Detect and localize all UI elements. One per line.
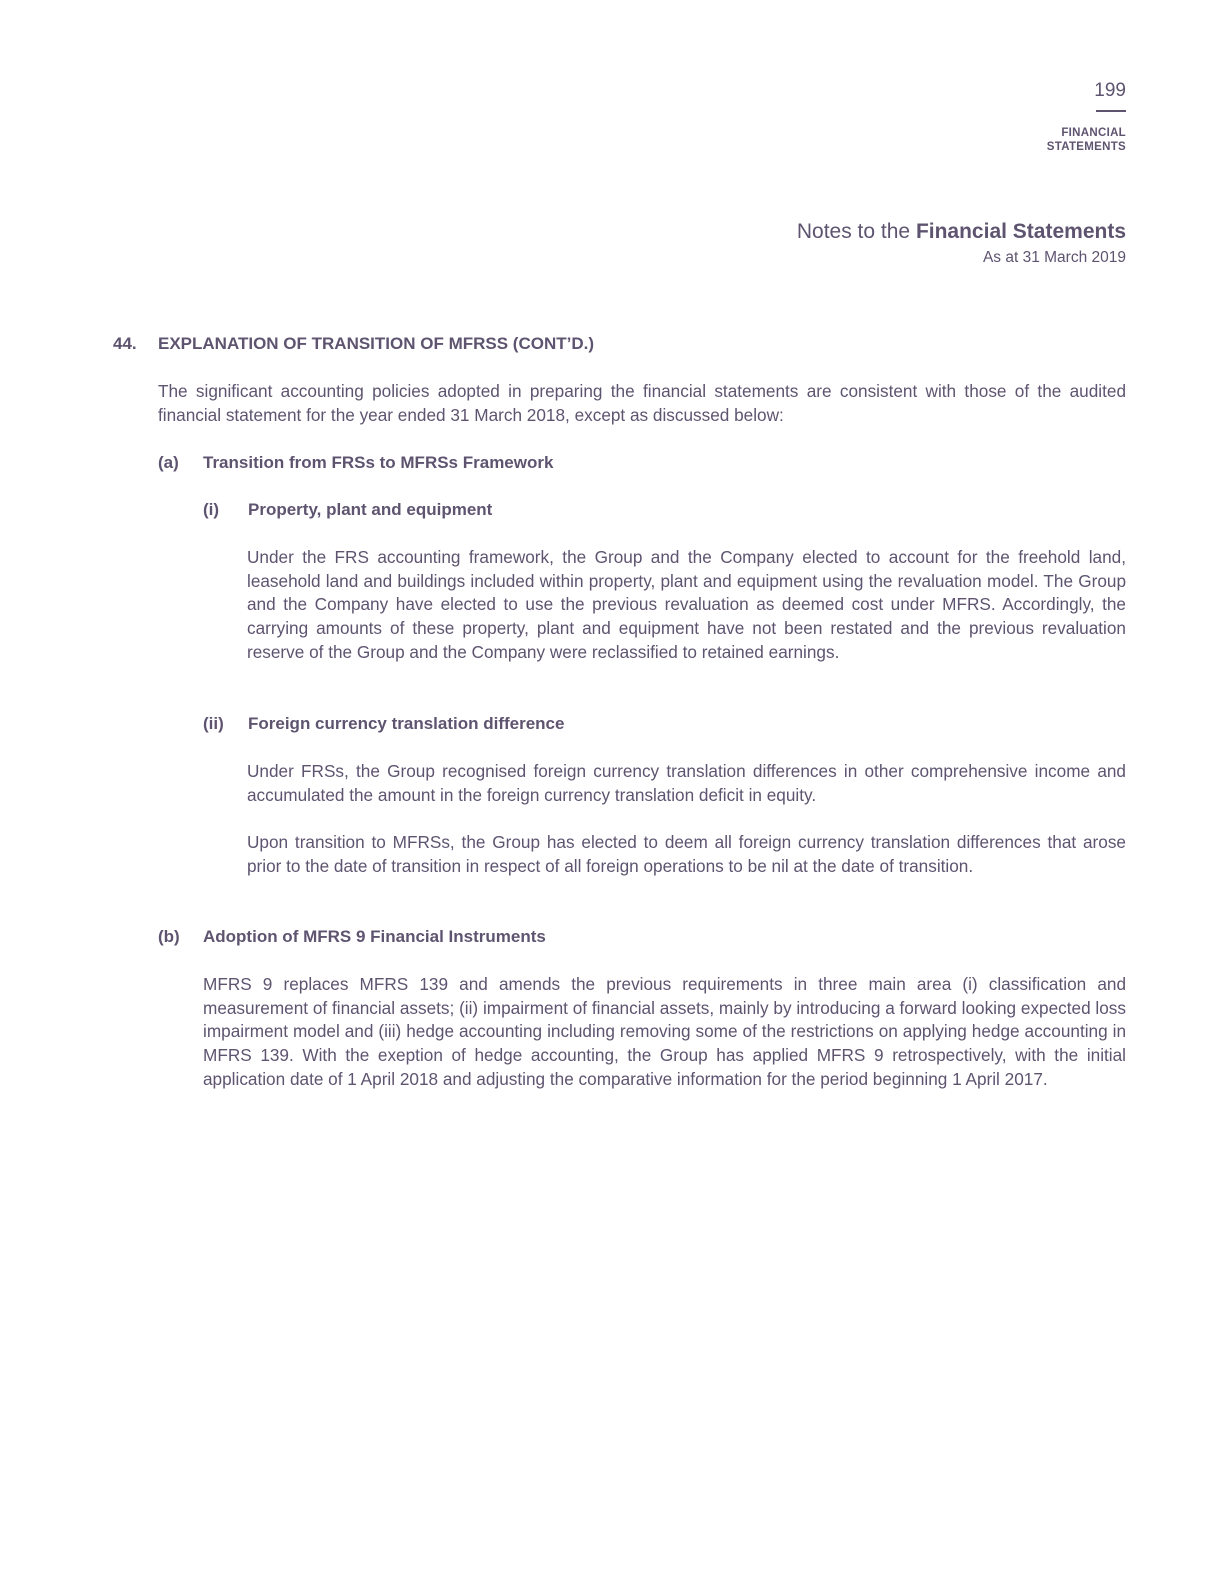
- item-ii-paragraph-1: Under FRSs, the Group recognised foreign currency translation differences in other comprehensive income and accumulated the amount in the foreign currency translation deficit in equity.: [247, 761, 1126, 805]
- section-b-title: Adoption of MFRS 9 Financial Instruments: [203, 927, 546, 946]
- section-label-line-2: STATEMENTS: [1046, 141, 1126, 153]
- page-number-divider: [1096, 110, 1126, 112]
- item-i-title: Property, plant and equipment: [248, 500, 493, 519]
- section-label: [1047, 126, 1126, 154]
- document-title-regular: Notes to the: [796, 220, 916, 243]
- item-ii-title: Foreign currency translation difference: [248, 714, 565, 733]
- item-i-paragraph: Under the FRS accounting framework, the Group and the Company elected to account for the freehold land, leasehold land and buildings included within property, plant and equipment using the revaluation model. The Group and the Company have elected to use the previous revaluation as deemed cost under MFRS. Accordingly, the carrying amounts of these property, plant and equipment have not been restated and the previous revaluation reserve of the Group and the Company were reclassified to retained earnings.: [247, 547, 1126, 662]
- section-b-marker: (b): [158, 927, 180, 946]
- document-subtitle: As at 31 March 2019: [982, 249, 1126, 266]
- note-intro-paragraph: The significant accounting policies adopted in preparing the financial statements are consistent with those of the audited financial statement for the year ended 31 March 2018, except as discussed below:: [158, 381, 1126, 425]
- note-number: 44.: [113, 334, 137, 353]
- document-title: [797, 220, 1126, 244]
- item-i-marker: (i): [203, 500, 220, 519]
- section-b-heading: [158, 927, 546, 947]
- section-a-marker: (a): [158, 453, 179, 472]
- page-number: 199: [1094, 80, 1126, 101]
- item-ii-paragraph-2: Upon transition to MFRSs, the Group has elected to deem all foreign currency translation differences that arose prior to the date of transition in respect of all foreign operations to be nil at the date of transition.: [247, 832, 1126, 876]
- item-ii-marker: (ii): [203, 714, 224, 733]
- note-title: EXPLANATION OF TRANSITION OF MFRSS (CONT’D.): [158, 334, 594, 353]
- item-i-heading: [203, 500, 492, 520]
- section-a-heading: [158, 453, 553, 473]
- section-a-title: Transition from FRSs to MFRSs Framework: [203, 453, 554, 472]
- document-title-bold: Financial Statements: [915, 220, 1126, 243]
- note-heading: [113, 334, 594, 354]
- section-b-paragraph: MFRS 9 replaces MFRS 139 and amends the previous requirements in three main area (i) classification and measurement of financial assets; (ii) impairment of financial assets, mainly by introducing a forward looking expected loss impairment model and (iii) hedge accounting including removing some of the restrictions on applying hedge accounting in MFRS 139. With the exeption of hedge accounting, the Group has applied MFRS 9 retrospectively, with the initial application date of 1 April 2018 and adjusting the comparative information for the period beginning 1 April 2017.: [203, 974, 1126, 1089]
- section-label-line-1: FINANCIAL: [1061, 127, 1126, 139]
- item-ii-heading: [203, 714, 564, 734]
